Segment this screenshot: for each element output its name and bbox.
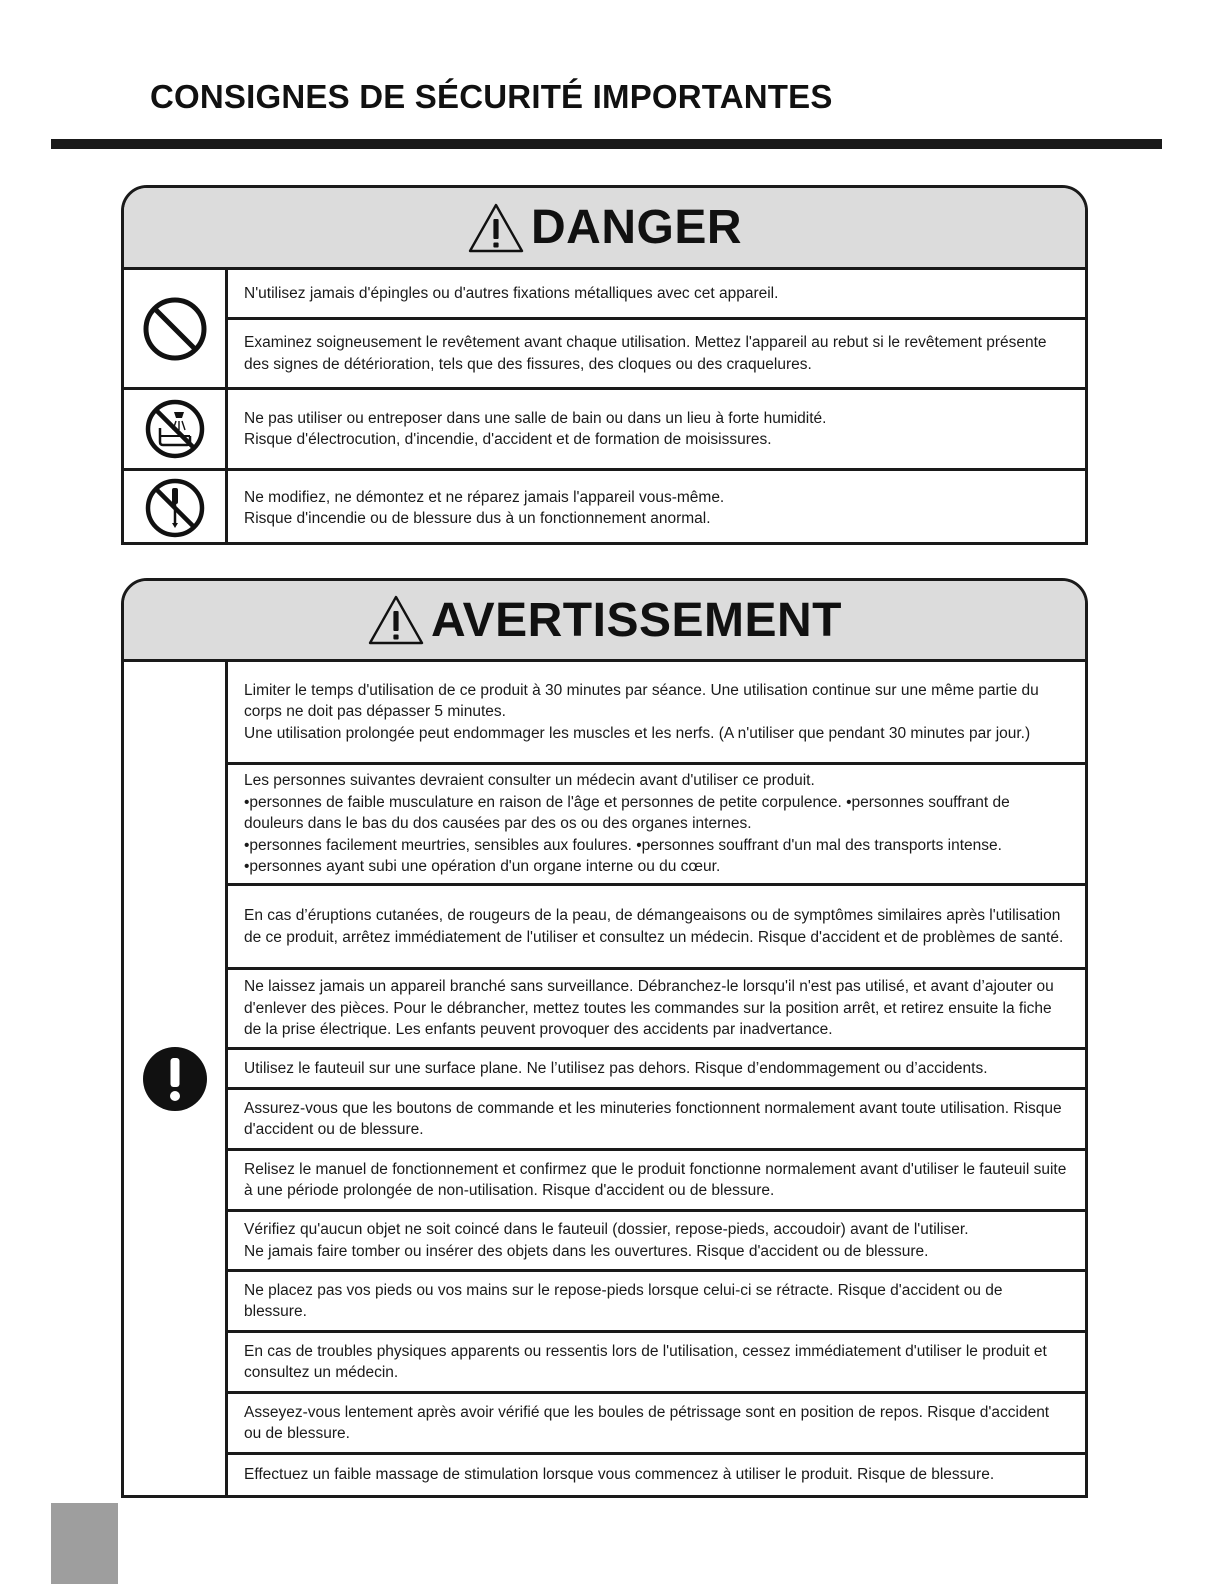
- danger-item-text: N'utilisez jamais d'épingles ou d'autres fixations métalliques avec cet appareil.: [244, 284, 779, 302]
- warning-item-text: Utilisez le fauteuil sur une surface plane. Ne l’utilisez pas dehors. Risque d’endommagement ou d’accidents.: [244, 1059, 988, 1077]
- danger-header: [124, 188, 1085, 270]
- list-item: [228, 471, 1085, 545]
- list-item: [228, 1151, 1085, 1212]
- list-item: [228, 1050, 1085, 1090]
- danger-group: [124, 390, 1085, 471]
- mandatory-exclamation-icon: [142, 1046, 208, 1112]
- warning-triangle-icon: [467, 202, 525, 254]
- danger-panel: [121, 185, 1088, 545]
- list-item: [228, 390, 1085, 468]
- warning-item-text: Effectuez un faible massage de stimulation lorsque vous commencez à utiliser le produit. Risque de blessure.: [244, 1466, 995, 1484]
- list-item: [228, 1272, 1085, 1333]
- list-item: [228, 1090, 1085, 1151]
- danger-item-text: Ne pas utiliser ou entreposer dans une salle de bain ou dans un lieu à forte humidité. Risque d'électrocution, d'incendie, d'accident et de formation de moisissures.: [244, 409, 827, 448]
- warning-group-icon-cell: [124, 662, 228, 1495]
- warning-heading: AVERTISSEMENT: [431, 593, 842, 647]
- warning-item-text: Asseyez-vous lentement après avoir vérifié que les boules de pétrissage sont en position de repos. Risque d'accident ou de blessure.: [244, 1403, 1050, 1442]
- warning-item-text: En cas de troubles physiques apparents ou ressentis lors de l'utilisation, cessez immédiatement d'utiliser le produit et consultez un médecin.: [244, 1342, 1047, 1381]
- warning-panel: [121, 578, 1088, 1498]
- list-item: [228, 662, 1085, 765]
- list-item: [228, 886, 1085, 970]
- list-item: [228, 765, 1085, 886]
- danger-item-text: Ne modifiez, ne démontez et ne réparez jamais l'appareil vous-même. Risque d'incendie ou de blessure dus à un fonctionnement anormal.: [244, 488, 725, 527]
- list-item: [228, 1455, 1085, 1495]
- title-divider: [51, 139, 1162, 149]
- warning-item-text: Les personnes suivantes devraient consulter un médecin avant d'utiliser ce produit. •personnes de faible musculature en raison de l'âge et personnes de petite corpulence. •personnes souffrant de douleurs dans le bas du dos causées par des os ou des organes internes. •personnes facilement meurtries, sensibles aux foulures. •personnes souffrant d'un mal des transports intense. •personnes ayant subi une opération d'un organe interne ou du cœur.: [244, 772, 1010, 876]
- warning-header: [124, 581, 1085, 662]
- warning-item-text: Limiter le temps d'utilisation de ce produit à 30 minutes par séance. Une utilisation continue sur une même partie du corps ne doit pas dépasser 5 minutes. Une utilisation prolongée peut endommager les muscles et les nerfs. (A n'utiliser que pendant 30 minutes par jour.): [244, 681, 1039, 742]
- warning-triangle-icon: [367, 594, 425, 646]
- danger-group-icon-cell: [124, 270, 228, 387]
- warning-group: [124, 662, 1085, 1495]
- warning-item-text: Ne placez pas vos pieds ou vos mains sur le repose-pieds lorsque celui-ci se rétracte. Risque d'accident ou de blessure.: [244, 1281, 1003, 1320]
- list-item: [228, 320, 1085, 387]
- warning-item-text: Ne laissez jamais un appareil branché sans surveillance. Débranchez-le lorsqu'il n'est pas utilisé, et avant d’ajouter ou d'enlever des pièces. Pour le débrancher, mettez toutes les commandes sur la position arrêt, et retirez ensuite la fiche de la prise électrique. Les enfants peuvent provoquer des accidents par inadvertance.: [244, 978, 1054, 1039]
- page-edge-tab: [51, 1503, 118, 1584]
- danger-heading: DANGER: [530, 201, 742, 254]
- list-item: [228, 1394, 1085, 1455]
- list-item: [228, 270, 1085, 320]
- list-item: [228, 1333, 1085, 1394]
- list-item: [228, 1212, 1085, 1272]
- warning-item-text: Assurez-vous que les boutons de commande et les minuteries fonctionnent normalement avant toute utilisation. Risque d'accident ou de blessure.: [244, 1099, 1062, 1138]
- list-item: [228, 970, 1085, 1050]
- danger-group: [124, 270, 1085, 390]
- danger-item-text: Examinez soigneusement le revêtement avant chaque utilisation. Mettez l'appareil au rebut si le revêtement présente des signes de détérioration, tels que des fissures, des cloques ou des craquelures.: [244, 334, 1047, 373]
- page-title: CONSIGNES DE SÉCURITÉ IMPORTANTES: [150, 78, 833, 115]
- no-disassembly-icon: [144, 477, 206, 539]
- warning-item-text: Relisez le manuel de fonctionnement et confirmez que le produit fonctionne normalement avant d'utiliser le fauteuil suite à une période prolongée de non-utilisation. Risque d'accident ou de blessure.: [244, 1160, 1067, 1199]
- prohibition-icon: [142, 296, 208, 362]
- danger-group: [124, 471, 1085, 545]
- warning-item-text: Vérifiez qu'aucun objet ne soit coincé dans le fauteuil (dossier, repose-pieds, accoudoir) avant de l'utiliser. Ne jamais faire tomber ou insérer des objets dans les ouvertures. Risque d'accident ou de blessure.: [244, 1221, 969, 1260]
- danger-group-icon-cell: [124, 390, 228, 468]
- no-bathroom-icon: [144, 398, 206, 460]
- danger-group-icon-cell: [124, 471, 228, 545]
- warning-item-text: En cas d’éruptions cutanées, de rougeurs de la peau, de démangeaisons ou de symptômes similaires après l'utilisation de ce produit, arrêtez immédiatement de l'utiliser et consultez un médecin. Risque d'accident et de problèmes de santé.: [244, 907, 1064, 946]
